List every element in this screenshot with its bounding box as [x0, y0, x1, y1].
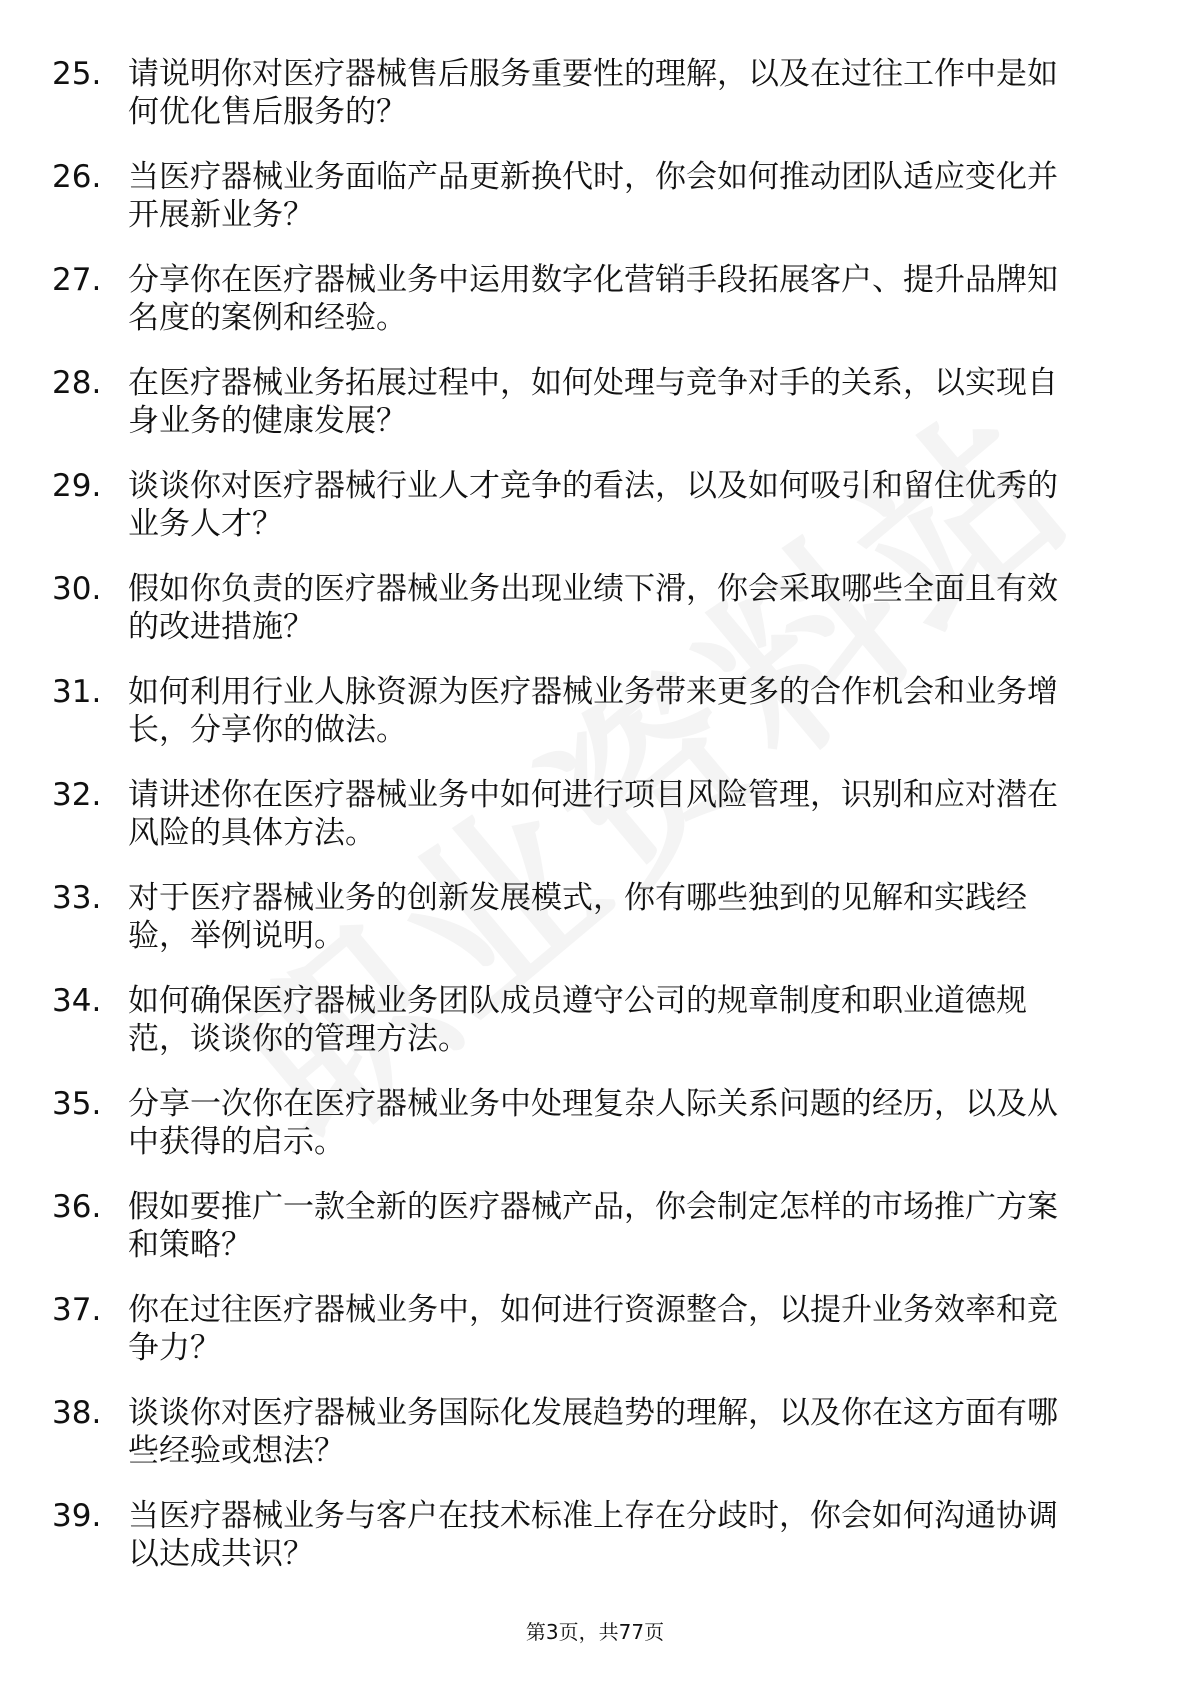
question-number: 27. [52, 262, 102, 298]
question-item [52, 1085, 1112, 1188]
question-text: 如何利用行业人脉资源为医疗器械业务带来更多的合作机会和业务增长，分享你的做法。 [128, 674, 1058, 748]
question-number: 32. [52, 777, 102, 813]
question-item [52, 158, 1112, 261]
question-item [52, 570, 1112, 673]
question-item [52, 55, 1112, 158]
question-text: 假如你负责的医疗器械业务出现业绩下滑，你会采取哪些全面且有效的改进措施？ [128, 571, 1058, 645]
question-number: 31. [52, 674, 102, 710]
question-item [52, 1188, 1112, 1291]
question-item [52, 1291, 1112, 1394]
question-number: 29. [52, 468, 102, 504]
question-text: 请讲述你在医疗器械业务中如何进行项目风险管理，识别和应对潜在风险的具体方法。 [128, 777, 1058, 851]
question-text: 如何确保医疗器械业务团队成员遵守公司的规章制度和职业道德规范，谈谈你的管理方法。 [128, 983, 1027, 1057]
question-item [52, 673, 1112, 776]
question-text: 在医疗器械业务拓展过程中，如何处理与竞争对手的关系，以实现自身业务的健康发展？ [128, 365, 1058, 439]
question-number: 26. [52, 159, 102, 195]
question-text: 谈谈你对医疗器械行业人才竞争的看法，以及如何吸引和留住优秀的业务人才？ [128, 468, 1058, 542]
question-text: 当医疗器械业务面临产品更新换代时，你会如何推动团队适应变化并开展新业务？ [128, 159, 1058, 233]
question-text: 假如要推广一款全新的医疗器械产品，你会制定怎样的市场推广方案和策略？ [128, 1189, 1058, 1263]
question-number: 34. [52, 983, 102, 1019]
question-number: 25. [52, 56, 102, 92]
question-number: 39. [52, 1498, 102, 1534]
question-item [52, 1394, 1112, 1497]
question-number: 35. [52, 1086, 102, 1122]
question-text: 分享一次你在医疗器械业务中处理复杂人际关系问题的经历，以及从中获得的启示。 [128, 1086, 1058, 1160]
question-number: 30. [52, 571, 102, 607]
question-item [52, 1497, 1112, 1600]
page-footer: 第3页，共77页 [525, 1620, 665, 1644]
question-number: 37. [52, 1292, 102, 1328]
question-text: 谈谈你对医疗器械业务国际化发展趋势的理解，以及你在这方面有哪些经验或想法？ [128, 1395, 1058, 1469]
question-item [52, 776, 1112, 879]
question-item [52, 879, 1112, 982]
question-text: 请说明你对医疗器械售后服务重要性的理解，以及在过往工作中是如何优化售后服务的？ [128, 56, 1058, 130]
question-text: 对于医疗器械业务的创新发展模式，你有哪些独到的见解和实践经验，举例说明。 [128, 880, 1027, 954]
question-number: 38. [52, 1395, 102, 1431]
question-number: 33. [52, 880, 102, 916]
question-item [52, 467, 1112, 570]
question-text: 当医疗器械业务与客户在技术标准上存在分歧时，你会如何沟通协调以达成共识？ [128, 1498, 1058, 1572]
question-item [52, 261, 1112, 364]
question-item [52, 364, 1112, 467]
question-number: 36. [52, 1189, 102, 1225]
question-item [52, 982, 1112, 1085]
question-list [52, 55, 1112, 1600]
question-number: 28. [52, 365, 102, 401]
question-text: 你在过往医疗器械业务中，如何进行资源整合，以提升业务效率和竞争力？ [128, 1292, 1058, 1366]
question-text: 分享你在医疗器械业务中运用数字化营销手段拓展客户、提升品牌知名度的案例和经验。 [128, 262, 1058, 336]
